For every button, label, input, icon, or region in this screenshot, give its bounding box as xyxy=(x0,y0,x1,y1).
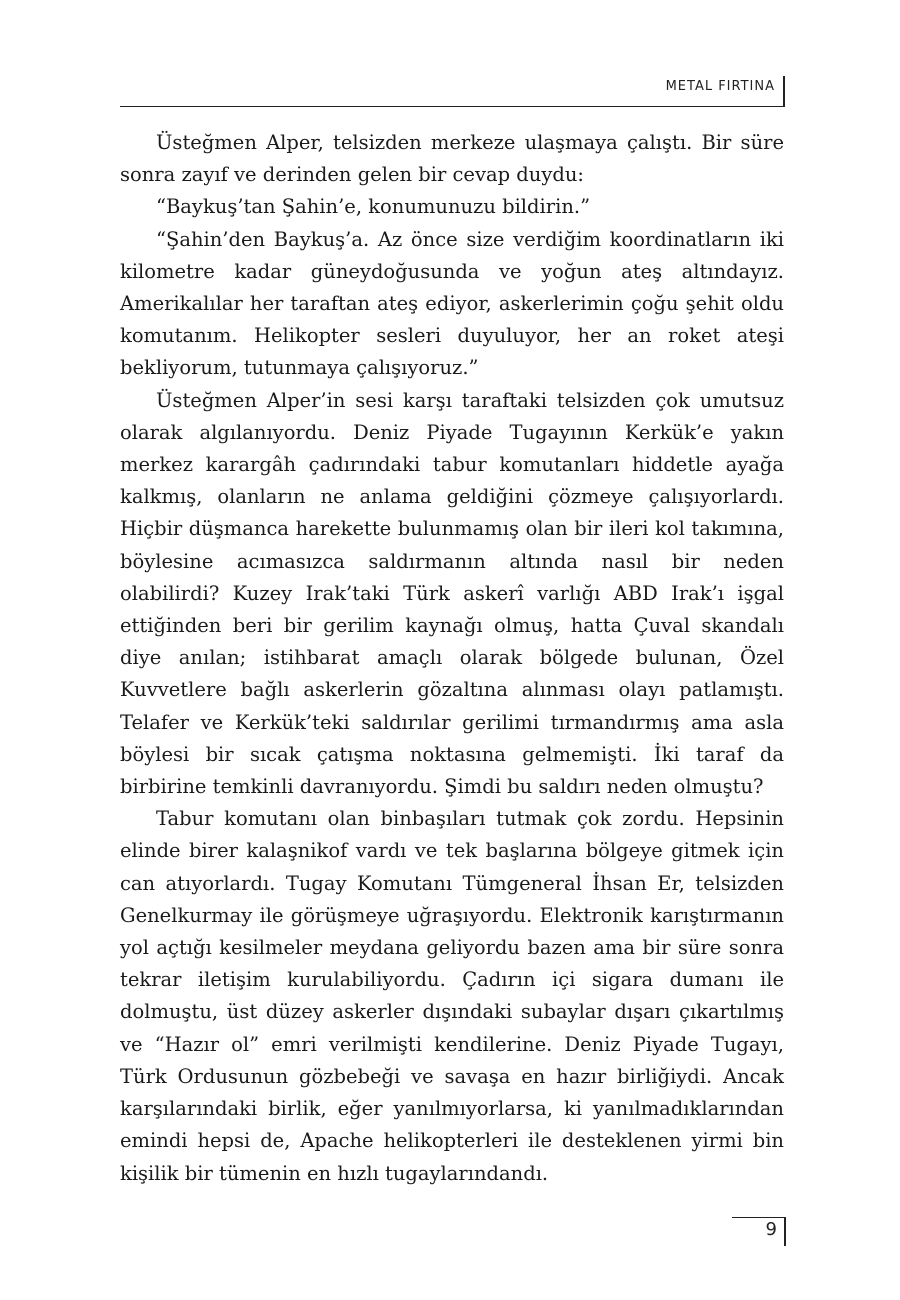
running-title: METAL FIRTINA xyxy=(665,79,775,94)
paragraph-4: Üsteğmen Alper’in sesi karşı taraftaki telsizden çok umutsuz olarak algılanıyordu. Deniz Piyade Tugayının Kerkük’e yakın merkez karargâh çadırındaki tabur komutanları hiddetle ayağa kalkmış, olanların ne anlama geldiğini çözmeye çalışıyorlardı. Hiçbir düşmanca harekette bulunmamış olan bir ileri kol takımına, böylesine acımasızca saldırmanın altında nasıl bir neden olabilirdi? Kuzey Irak’taki Türk askerî varlığı ABD Irak’ı işgal ettiğinden beri bir gerilim kaynağı olmuş, hatta Çuval skandalı diye anılan; istihbarat amaçlı olarak bölgede bulunan, Özel Kuvvetlere bağlı askerlerin gözaltına alınması olayı patlamıştı. Telafer ve Kerkük’teki saldırılar gerilimi tırmandırmış ama asla böylesi bir sıcak çatışma noktasına gelmemişti. İki taraf da birbirine temkinli davranıyordu. Şimdi bu saldırı neden olmuştu? xyxy=(120,388,784,799)
body-text xyxy=(120,127,784,1190)
paragraph-5: Tabur komutanı olan binbaşıları tutmak çok zordu. Hepsinin elinde birer kalaşnikof vardı ve tek başlarına bölgeye gitmek için can atıyorlardı. Tugay Komutanı Tümgeneral İhsan Er, telsizden Genelkurmay ile görüşmeye uğraşıyordu. Elektronik karıştırmanın yol açtığı kesilmeler meydana geliyordu bazen ama bir süre sonra tekrar iletişim kurulabiliyordu. Çadırın içi sigara dumanı ile dolmuştu, üst düzey askerler dışındaki subaylar dışarı çıkartılmış ve “Hazır ol” emri verilmişti kendilerine. Deniz Piyade Tugayı, Türk Ordusunun gözbebeği ve savaşa en hazır birliğiydi. Ancak karşılarındaki birlik, eğer yanılmıyorlarsa, ki yanılmadıklarından emindi hepsi de, Apache helikopterleri ile desteklenen yirmi bin kişilik bir tümenin en hızlı tugaylarındandı. xyxy=(120,807,784,1185)
paragraph-2: “Baykuş’tan Şahin’e, konumunuzu bildirin.” xyxy=(156,195,591,219)
paragraph-3: “Şahin’den Baykuş’a. Az önce size verdiğim koordinatların iki kilometre kadar güneydoğusunda ve yoğun ateş altındayız. Amerikalılar her taraftan ateş ediyor, askerlerimin çoğu şehit oldu komutanım. Helikopter sesleri duyuluyor, her an roket ateşi bekliyorum, tutunmaya çalışıyoruz.” xyxy=(120,227,784,380)
paragraph-1: Üsteğmen Alper, telsizden merkeze ulaşmaya çalıştı. Bir süre sonra zayıf ve derinden gelen bir cevap duydu: xyxy=(120,131,784,187)
folio-rule xyxy=(784,1218,786,1246)
header-rule xyxy=(783,76,785,107)
running-header xyxy=(120,76,785,107)
page-number: 9 xyxy=(765,1219,777,1240)
folio xyxy=(732,1217,786,1245)
